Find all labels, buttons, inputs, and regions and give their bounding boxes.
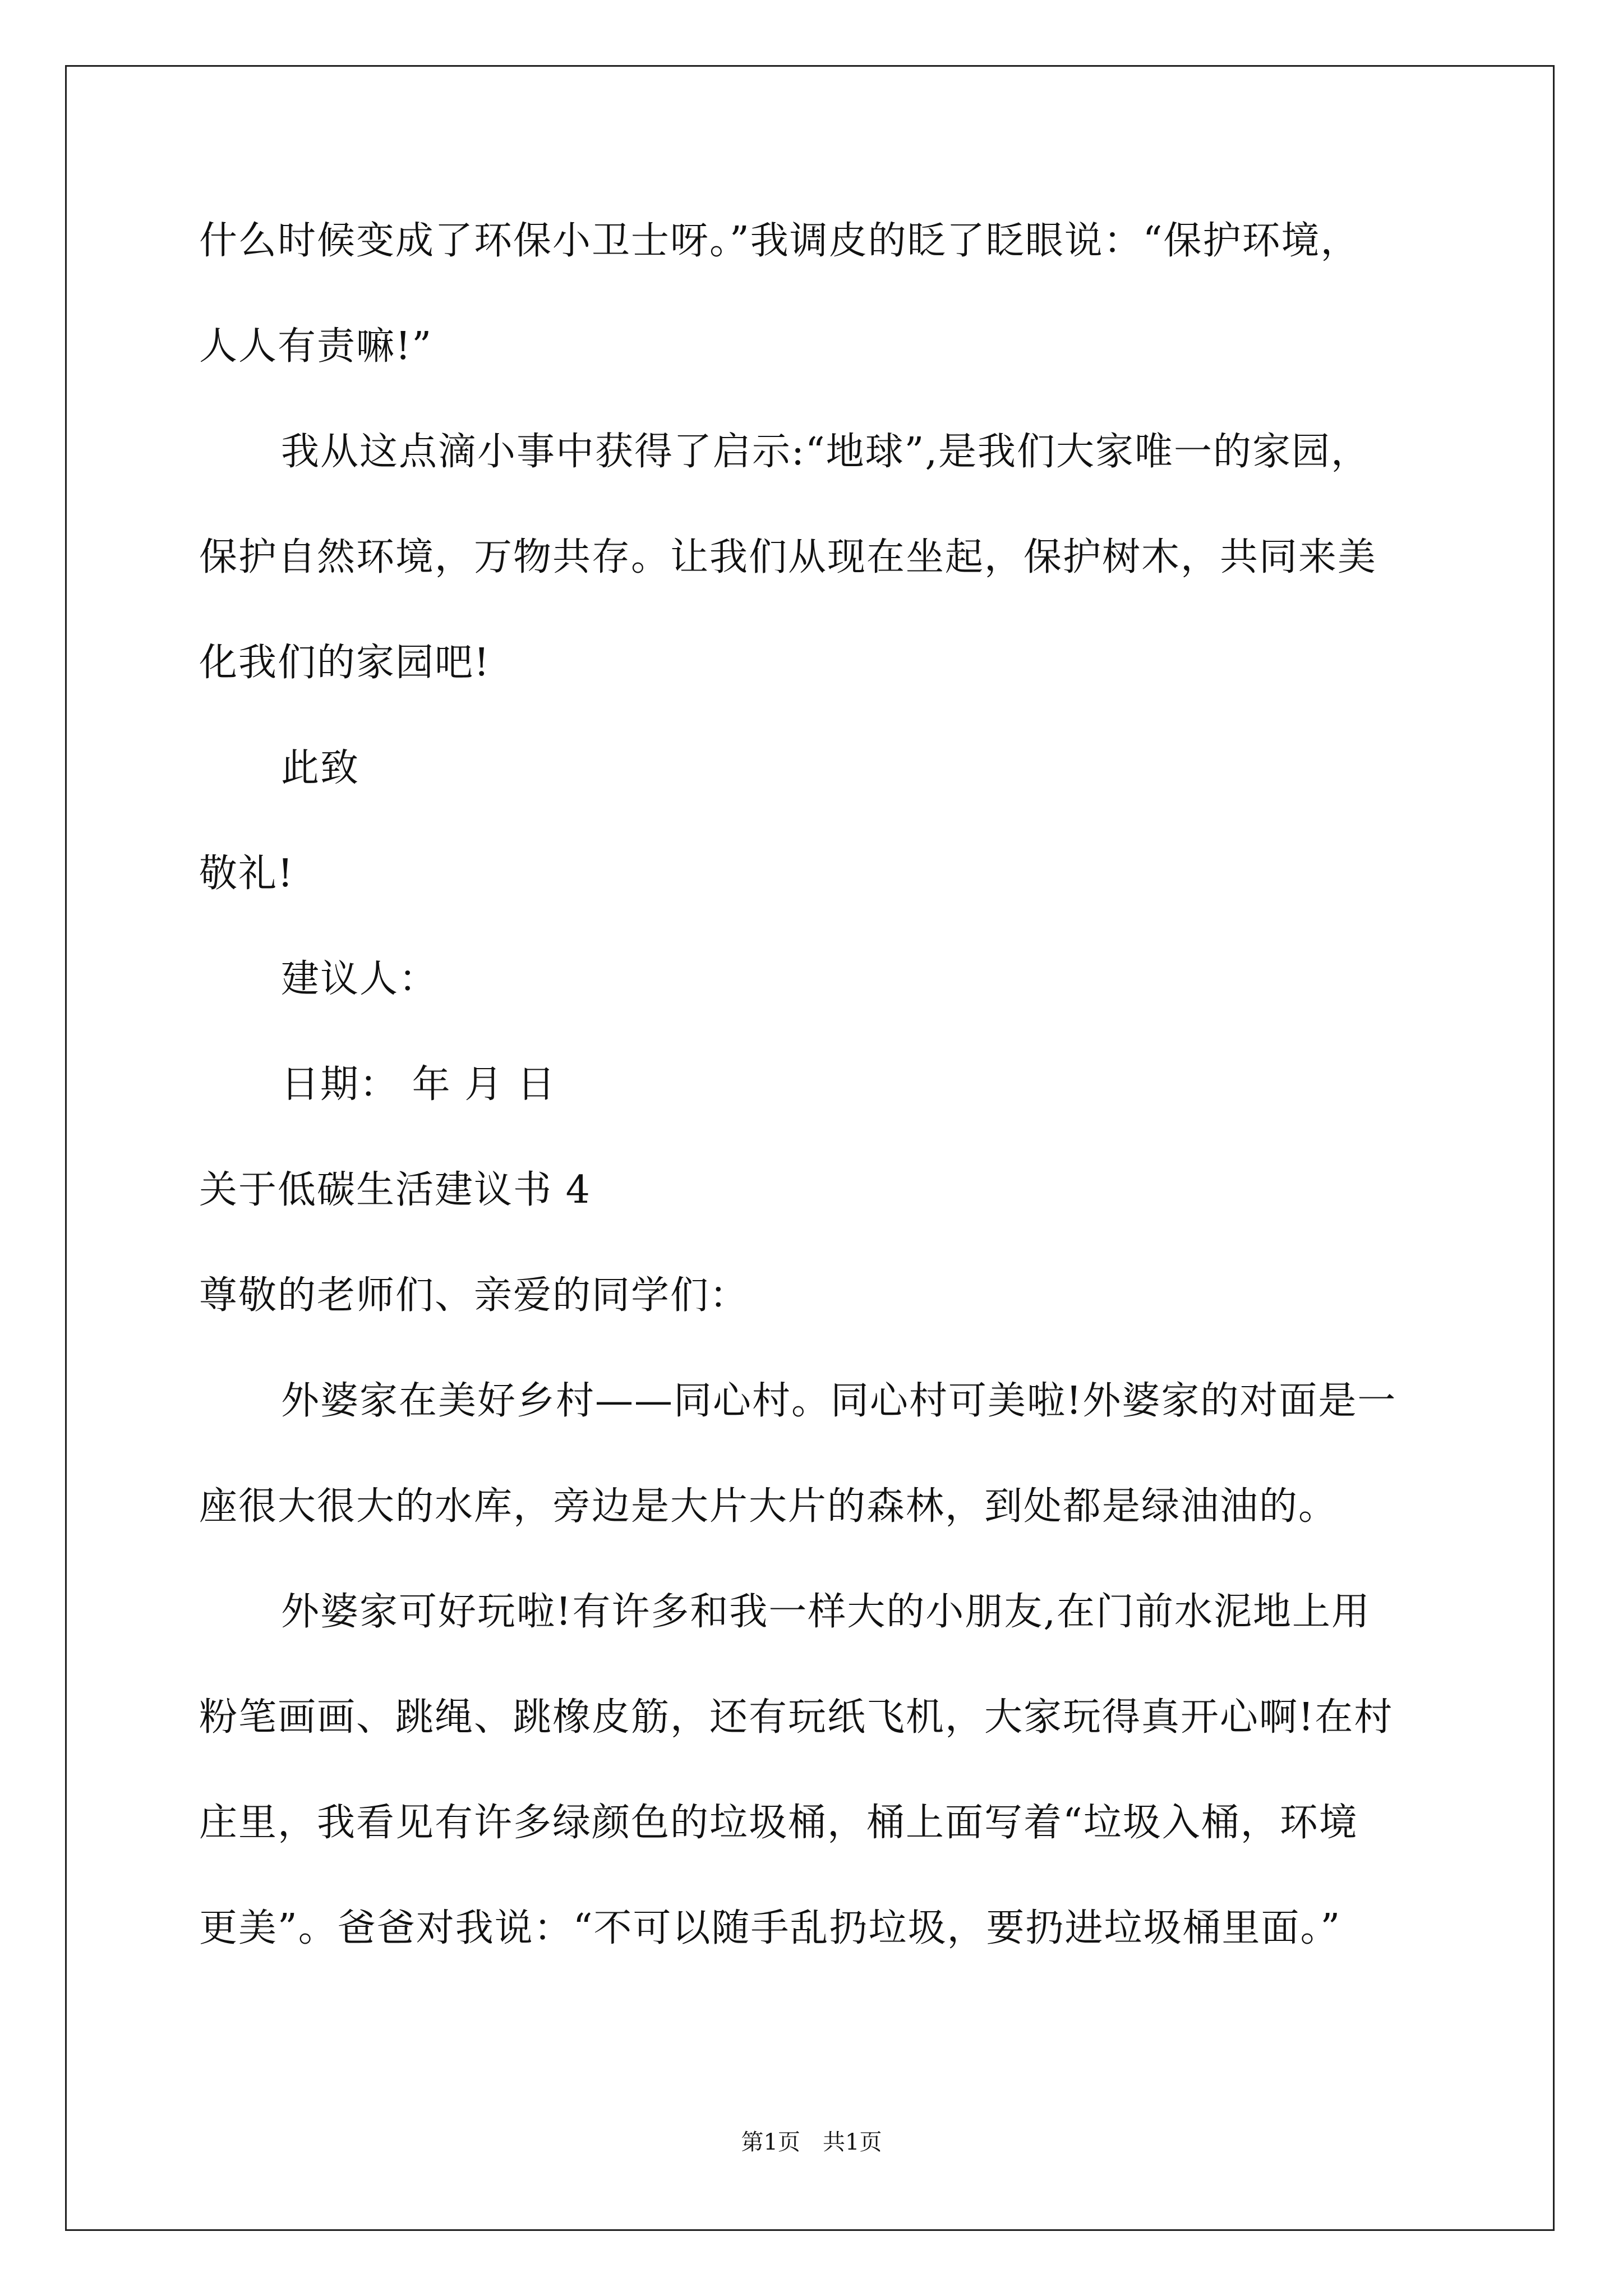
closing-regards: 敬礼! <box>199 852 294 896</box>
paragraph-line: 庄里，我看见有许多绿颜色的垃圾桶，桶上面写着“垃圾入桶，环境 <box>199 1801 1358 1845</box>
paragraph-line: 更美”。爸爸对我说：“不可以随手乱扔垃圾，要扔进垃圾桶里面。” <box>199 1906 1341 1950</box>
closing-salutation: 此致 <box>281 746 360 790</box>
signature-line: 建议人： <box>281 957 439 1001</box>
paragraph-line: 保护自然环境，万物共存。让我们从现在坐起，保护树木，共同来美 <box>199 535 1377 579</box>
document-body <box>199 216 1433 1954</box>
paragraph-line: 粉笔画画、跳绳、跳橡皮筋，还有玩纸飞机，大家玩得真开心啊!在村 <box>199 1695 1394 1740</box>
page-number: 第1页 <box>741 2129 800 2155</box>
paragraph-line: 座很大很大的水库，旁边是大片大片的森林，到处都是绿油油的。 <box>199 1484 1338 1529</box>
paragraph-line: 什么时候变成了环保小卫士呀。”我调皮的眨了眨眼说：“保护环境， <box>199 219 1360 263</box>
page-count: 共1页 <box>823 2129 882 2155</box>
paragraph-line: 我从这点滴小事中获得了启示:“地球”,是我们大家唯一的家园， <box>281 430 1371 474</box>
paragraph-line: 外婆家可好玩啦!有许多和我一样大的小朋友,在门前水泥地上用 <box>281 1590 1371 1634</box>
greeting-line: 尊敬的老师们、亲爱的同学们： <box>199 1273 749 1318</box>
paragraph-line: 外婆家在美好乡村——同心村。同心村可美啦!外婆家的对面是一 <box>281 1379 1397 1423</box>
paragraph-line: 化我们的家园吧! <box>199 641 491 685</box>
page-footer <box>0 2128 1623 2156</box>
section-title: 关于低碳生活建议书 4 <box>199 1168 591 1212</box>
paragraph-line: 人人有责嘛!” <box>199 324 433 369</box>
date-line: 日期： 年 月 日 <box>281 1062 556 1107</box>
